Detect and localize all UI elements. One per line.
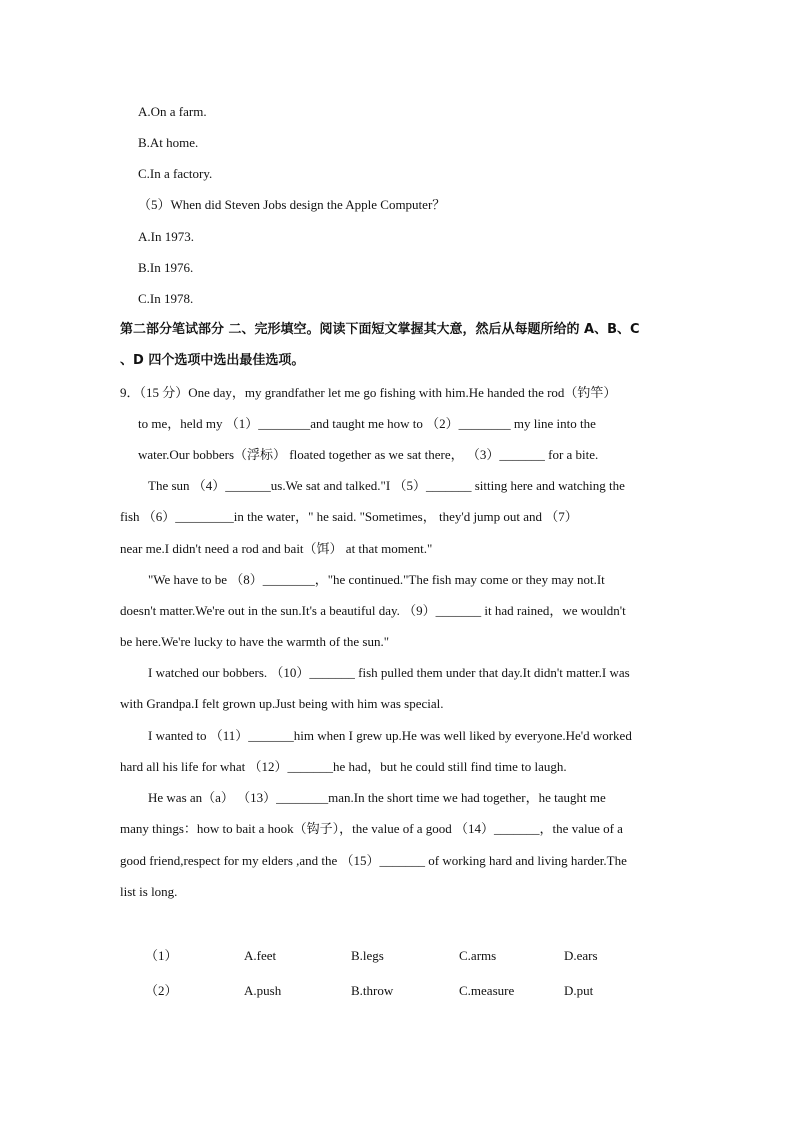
- option-a-prev: A.On a farm.: [138, 104, 207, 119]
- passage-line-3: water.Our bobbers（浮标） floated together as we sat there， （3）_______ for a bite.: [138, 447, 599, 462]
- choice-option-c: C.measure: [459, 983, 515, 998]
- choice-option-a: A.feet: [244, 948, 277, 963]
- question-5-option-a: A.In 1973.: [138, 229, 194, 244]
- question-5-option-c: C.In 1978.: [138, 291, 194, 306]
- passage-line-13: hard all his life for what （12）_______he had，but he could still find time to laugh.: [120, 759, 567, 774]
- choice-number: （2）: [145, 983, 178, 998]
- choice-option-b: B.throw: [351, 983, 394, 998]
- option-c-prev: C.In a factory.: [138, 166, 213, 181]
- choice-option-a: A.push: [244, 983, 282, 998]
- passage-line-6: near me.I didn't need a rod and bait（饵） at that moment.": [120, 541, 433, 556]
- passage-line-16: good friend,respect for my elders ,and the （15）_______ of working hard and living harder.The: [120, 853, 627, 868]
- passage-line-9: be here.We're lucky to have the warmth of the sun.": [120, 634, 390, 649]
- passage-line-12: I wanted to （11）_______him when I grew up.He was well liked by everyone.He'd worked: [148, 728, 632, 743]
- choice-option-b: B.legs: [351, 948, 384, 963]
- passage-line-11: with Grandpa.I felt grown up.Just being with him was special.: [120, 696, 444, 711]
- passage-line-1: 9．（15 分）One day，my grandfather let me go fishing with him.He handed the rod（钓竿）: [120, 385, 617, 400]
- passage-line-8: doesn't matter.We're out in the sun.It's a beautiful day. （9）_______ it had rained，we wouldn't: [120, 603, 626, 618]
- passage-line-10: I watched our bobbers. （10）_______ fish pulled them under that day.It didn't matter.I was: [148, 665, 630, 680]
- passage-line-4: The sun （4）_______us.We sat and talked."I （5）_______ sitting here and watching the: [148, 478, 625, 493]
- section-heading-line-2: 、D 四个选项中选出最佳选项。: [120, 353, 305, 368]
- question-5-option-b: B.In 1976.: [138, 260, 194, 275]
- choice-number: （1）: [145, 948, 178, 963]
- option-b-prev: B.At home.: [138, 135, 199, 150]
- passage-line-15: many things：how to bait a hook（钩子），the value of a good （14）_______，the value of a: [120, 821, 623, 836]
- choice-option-c: C.arms: [459, 948, 497, 963]
- question-5-stem: （5）When did Steven Jobs design the Apple Computer？: [138, 197, 446, 212]
- choice-option-d: D.ears: [564, 948, 598, 963]
- passage-line-17: list is long.: [120, 884, 178, 899]
- passage-line-14: He was an（a） （13）________man.In the short time we had together，he taught me: [148, 790, 606, 805]
- section-heading-line-1: 第二部分笔试部分 二、完形填空。阅读下面短文掌握其大意，然后从每题所给的 A、B、C: [120, 322, 640, 337]
- passage-line-7: "We have to be （8）________，"he continued."The fish may come or they may not.It: [148, 572, 605, 587]
- passage-line-5: fish （6）_________in the water，" he said. "Sometimes， they'd jump out and （7）: [120, 509, 578, 524]
- passage-line-2: to me，held my （1）________and taught me how to （2）________ my line into the: [138, 416, 596, 431]
- choice-option-d: D.put: [564, 983, 594, 998]
